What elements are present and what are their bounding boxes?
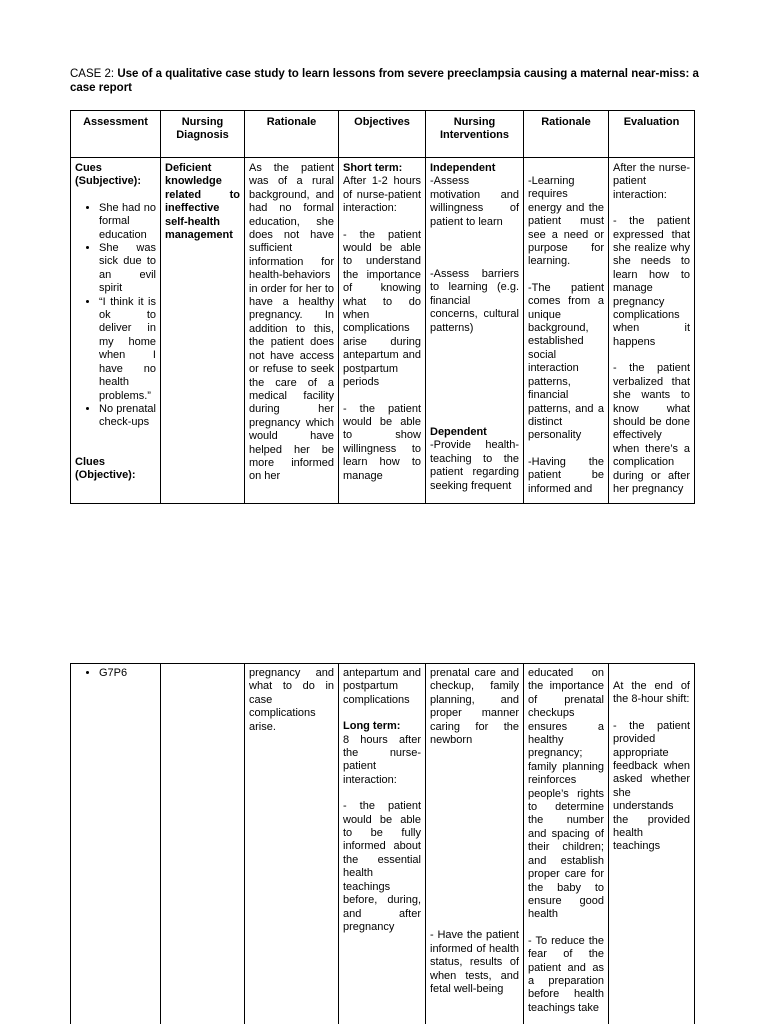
header-nursing-diagnosis: Nursing Diagnosis [161, 111, 245, 158]
evaluation-item-3: - the patient verbalized that she wants to know what should be done effectively when there’s a complication during or after her pregnancy [613, 362, 690, 495]
short-term-label: Short term: [343, 162, 403, 174]
header-evaluation: Evaluation [609, 111, 695, 158]
table-header-row [71, 111, 695, 158]
assessment-cell [71, 158, 161, 504]
rationale-2-continued: educated on the importance of prenatal checkups ensures a healthy pregnancy; family planning reinforces people’s rights to determine the number and spacing of their children; and establish proper care for the baby to ensure good health [528, 667, 604, 921]
independent-label: Independent [430, 162, 496, 174]
page-break [0, 545, 768, 645]
cues-list [75, 202, 156, 430]
intervention-3: -Provide health-teaching to the patient regarding seeking frequent [430, 439, 519, 492]
objectives-continued: antepartum and postpartum complications [343, 667, 421, 706]
intervention-1: -Assess motivation and willingness of patient to learn [430, 175, 519, 228]
header-nursing-interventions: Nursing Interventions [426, 111, 524, 158]
evaluation-cell-cont [609, 664, 695, 1024]
care-plan-table [70, 110, 695, 504]
short-term-text: After 1-2 hours of nurse-patient interaction: [343, 175, 421, 215]
objectives-cell-cont [339, 664, 426, 1024]
dependent-label: Dependent [430, 426, 487, 439]
list-item: • She was sick due to an evil spirit [99, 242, 156, 296]
header-rationale: Rationale [245, 111, 339, 158]
intervention-2: -Assess barriers to learning (e.g. financial concerns, cultural patterns) [430, 268, 519, 334]
assessment-cell-cont [71, 664, 161, 1024]
header-assessment: Assessment [71, 111, 161, 158]
intervention-4: - Have the patient informed of health status, results of when tests, and fetal well-being [430, 929, 519, 996]
cues-subjective-label: Cues (Subjective): [75, 162, 142, 188]
list-item: • No prenatal check-ups [99, 403, 156, 430]
header-rationale-2: Rationale [524, 111, 609, 158]
rationale-cell: As the patient was of a rural background, and had no formal education, she does not have sufficient information for health-behaviors in order for her to have a healthy pregnancy. In addition to this, the patient does not have access or refuse to seek the care of a medical facility during her pregnancy which would have helped her be more informed on her [245, 158, 339, 504]
evaluation-item-4: At the end of the 8-hour shift: [613, 680, 690, 706]
rationale-2-item-4: - To reduce the fear of the patient and as a preparation before health teachings take [528, 934, 604, 1014]
header-objectives: Objectives [339, 111, 426, 158]
care-plan-table-continued [70, 663, 695, 1024]
case-title [70, 67, 710, 95]
rationale-2-item-1: -Learning requires energy and the patient must see a need or purpose for learning. [528, 175, 604, 268]
list-item: • G7P6 [99, 667, 156, 680]
evaluation-item-2: - the patient expressed that she realize why she needs to learn how to manage pregnancy complications when it happens [613, 215, 690, 348]
objectives-cell [339, 158, 426, 504]
page-2 [0, 645, 768, 1024]
interventions-cell [426, 158, 524, 504]
long-term-label: Long term: [343, 720, 401, 733]
table-row [71, 664, 695, 1024]
rationale-2-item-3: -Having the patient be informed and [528, 455, 604, 495]
case-title-prefix: CASE 2: [70, 68, 115, 80]
rationale-2-cell [524, 158, 609, 504]
list-item: • “I think it is ok to deliver in my home when I have no health problems.” [99, 296, 156, 403]
objective-2: - the patient would be able to show willingness to learn how to manage [343, 402, 421, 482]
long-term-text: 8 hours after the nurse-patient interaction: [343, 733, 421, 786]
nursing-diagnosis-cell-cont [161, 664, 245, 1024]
objective-1: - the patient would be able to understand the importance of knowing what to do when complications arise during antepartum and postpartum periods [343, 228, 421, 389]
clues-objective-label: Clues (Objective): [75, 455, 136, 482]
table-row [71, 158, 695, 504]
list-item: • She had no formal education [99, 202, 156, 242]
interventions-continued: prenatal care and checkup, family planning, and proper manner caring for the newborn [430, 667, 519, 747]
evaluation-item-1: After the nurse-patient interaction: [613, 162, 690, 201]
interventions-cell-cont [426, 664, 524, 1024]
objective-3: - the patient would be able to be fully informed about the essential health teachings before, during, and after pregnancy [343, 800, 421, 933]
rationale-2-cell-cont [524, 664, 609, 1024]
case-title-text: Use of a qualitative case study to learn lessons from severe preeclampsia causing a maternal near-miss: a case report [70, 68, 699, 94]
evaluation-cell [609, 158, 695, 504]
evaluation-item-5: - the patient provided appropriate feedback when asked whether she understands the provided health teachings [613, 719, 690, 853]
nursing-diagnosis-cell: Deficient knowledge related to ineffective self-health management [161, 158, 245, 504]
rationale-2-item-2: -The patient comes from a unique background, established social interaction patterns, financial patterns, and a distinct personality [528, 281, 604, 442]
rationale-cell-cont: pregnancy and what to do in case complications arise. [245, 664, 339, 1024]
cues-list-cont [75, 667, 156, 680]
